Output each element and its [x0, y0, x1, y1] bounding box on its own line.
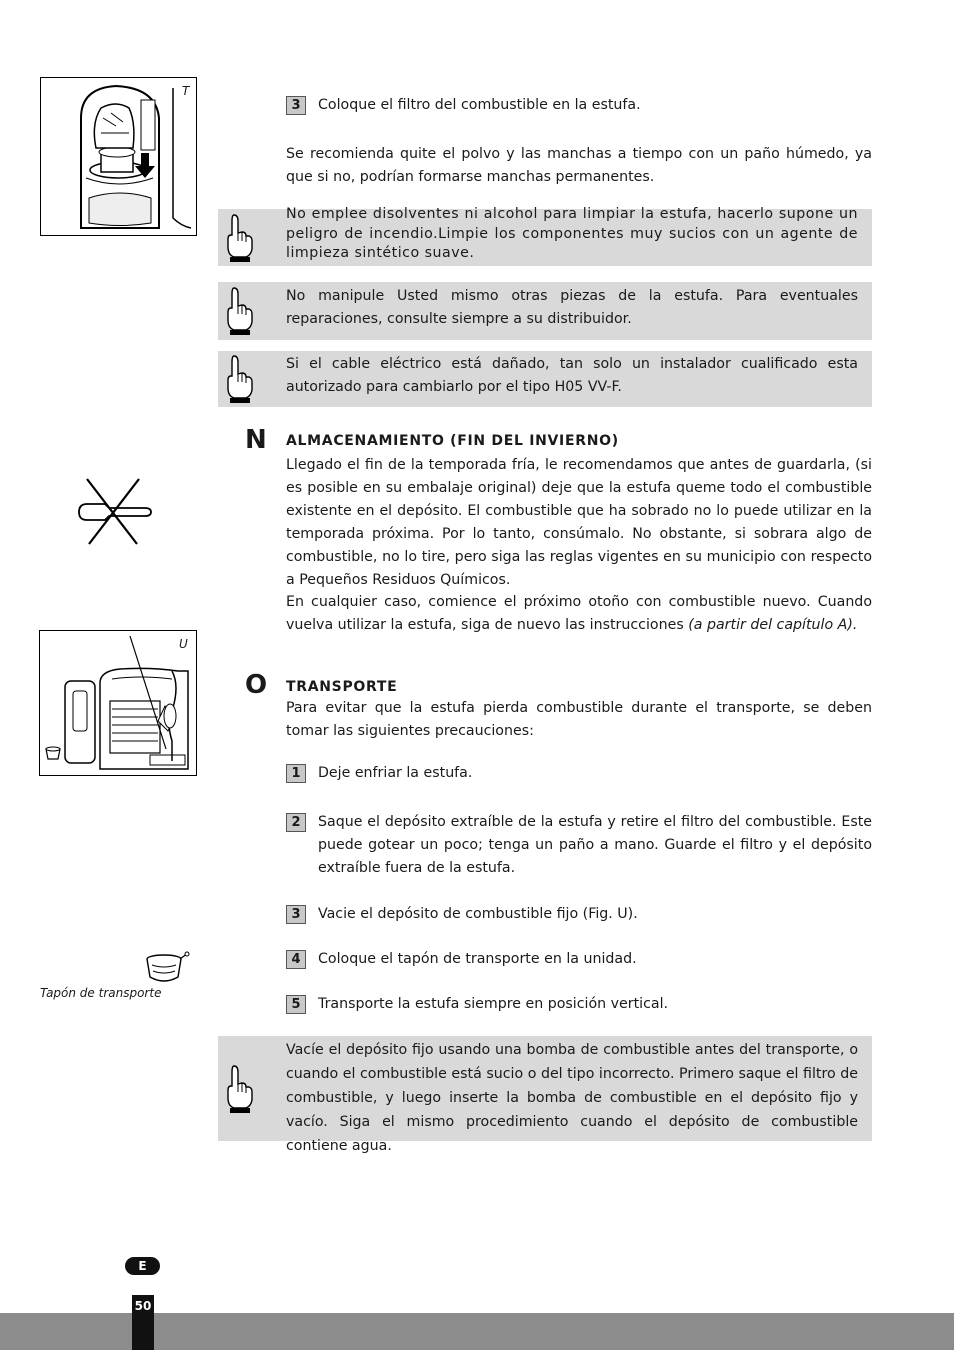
transport-cap-caption: Tapón de transporte [40, 986, 162, 1000]
transport-step-2 [286, 811, 872, 880]
section-n-paragraph-2-text: En cualquier caso, comience el próximo otoño con combustible nuevo. Cuando vuelva utilizar la estufa, siga de nuevo las instrucciones [286, 594, 872, 633]
chapter-reference: (a partir del capítulo A). [688, 617, 858, 633]
transport-step-1 [286, 762, 872, 785]
step-text: Coloque el filtro del combustible en la estufa. [318, 97, 641, 113]
section-n-letter: N [245, 425, 267, 455]
pointing-hand-icon [222, 354, 256, 404]
warning-note-3 [218, 351, 872, 407]
figure-t [40, 77, 197, 236]
step-text: Deje enfriar la estufa. [318, 765, 473, 781]
page-number: 50 [132, 1295, 154, 1350]
figure-u [39, 630, 197, 776]
filter-insert-illustration [41, 78, 196, 235]
section-n-paragraph-2 [286, 591, 872, 637]
transport-cap-icon [144, 951, 190, 987]
step-number: 3 [286, 96, 306, 115]
warning-note-1 [218, 206, 872, 266]
transport-step-3 [286, 903, 872, 926]
pointing-hand-icon [222, 1064, 256, 1114]
fuel-pump-illustration [40, 631, 196, 775]
warning-note-text: Vacíe el depósito fijo usando una bomba de combustible antes del transporte, o cuando el combustible está sucio o del tipo incorrecto. Primero saque el filtro de combustible, y luego inserte la bomba de combustible en el depósito fijo y vacío. Siga el mismo procedimiento cuando el depósito de combustible contiene agua. [286, 1042, 858, 1154]
section-n-title: ALMACENAMIENTO (FIN DEL INVIERNO) [286, 433, 619, 449]
step-number: 1 [286, 764, 306, 783]
transport-step-5 [286, 993, 872, 1016]
section-o-letter: O [245, 670, 268, 700]
step-text: Vacie el depósito de combustible fijo (Fig. U). [318, 906, 638, 922]
intro-text: Se recomienda quite el polvo y las manchas a tiempo con un paño húmedo, ya que si no, podrían formarse manchas permanentes. [286, 146, 872, 185]
pointing-hand-icon [222, 286, 256, 336]
transport-step-4 [286, 948, 872, 971]
figure-u-label: U [179, 637, 188, 651]
warning-note-2 [218, 282, 872, 340]
step-number: 5 [286, 995, 306, 1014]
step-number: 4 [286, 950, 306, 969]
step-text: Saque el depósito extraíble de la estufa y retire el filtro del combustible. Este puede gotear un poco; tenga un paño a mano. Guarde el filtro y el depósito extraíble fuera de la estufa. [318, 814, 872, 876]
warning-note-4 [218, 1036, 872, 1154]
warning-note-text: No emplee disolventes ni alcohol para limpiar la estufa, hacerlo supone un peligro de incendio.Limpie los componentes muy sucios con un agente de limpieza sintético suave. [286, 206, 858, 261]
step-text: Coloque el tapón de transporte en la unidad. [318, 951, 637, 967]
section-o-title: TRANSPORTE [286, 679, 398, 695]
section-n-paragraph-1: Llegado el fin de la temporada fría, le recomendamos que antes de guardarla, (si es posible en su embalaje original) deje que la estufa queme todo el combustible existente en el depósito. El combustible que ha sobrado no lo puede utilizar en la temporada próxima. Por lo tanto, consúmalo. No obstante, si sobrara algo de combustible, no lo tire, pero siga las reglas vigentes en su municipio con respecto a Pequeños Residuos Químicos. [286, 457, 872, 588]
figure-t-label: T [182, 84, 190, 98]
language-badge: E [125, 1257, 160, 1275]
warning-note-text: No manipule Usted mismo otras piezas de la estufa. Para eventuales reparaciones, consulte siempre a su distribuidor. [286, 288, 858, 327]
no-screwdriver-icon [75, 476, 155, 546]
step-3-top [286, 94, 872, 117]
section-o-intro: Para evitar que la estufa pierda combustible durante el transporte, se deben tomar las siguientes precauciones: [286, 700, 872, 739]
step-number: 3 [286, 905, 306, 924]
pointing-hand-icon [222, 213, 256, 263]
warning-note-text: Si el cable eléctrico está dañado, tan solo un instalador cualificado esta autorizado para cambiarlo por el tipo H05 VV-F. [286, 356, 858, 395]
step-text: Transporte la estufa siempre en posición vertical. [318, 996, 669, 1012]
step-number: 2 [286, 813, 306, 832]
